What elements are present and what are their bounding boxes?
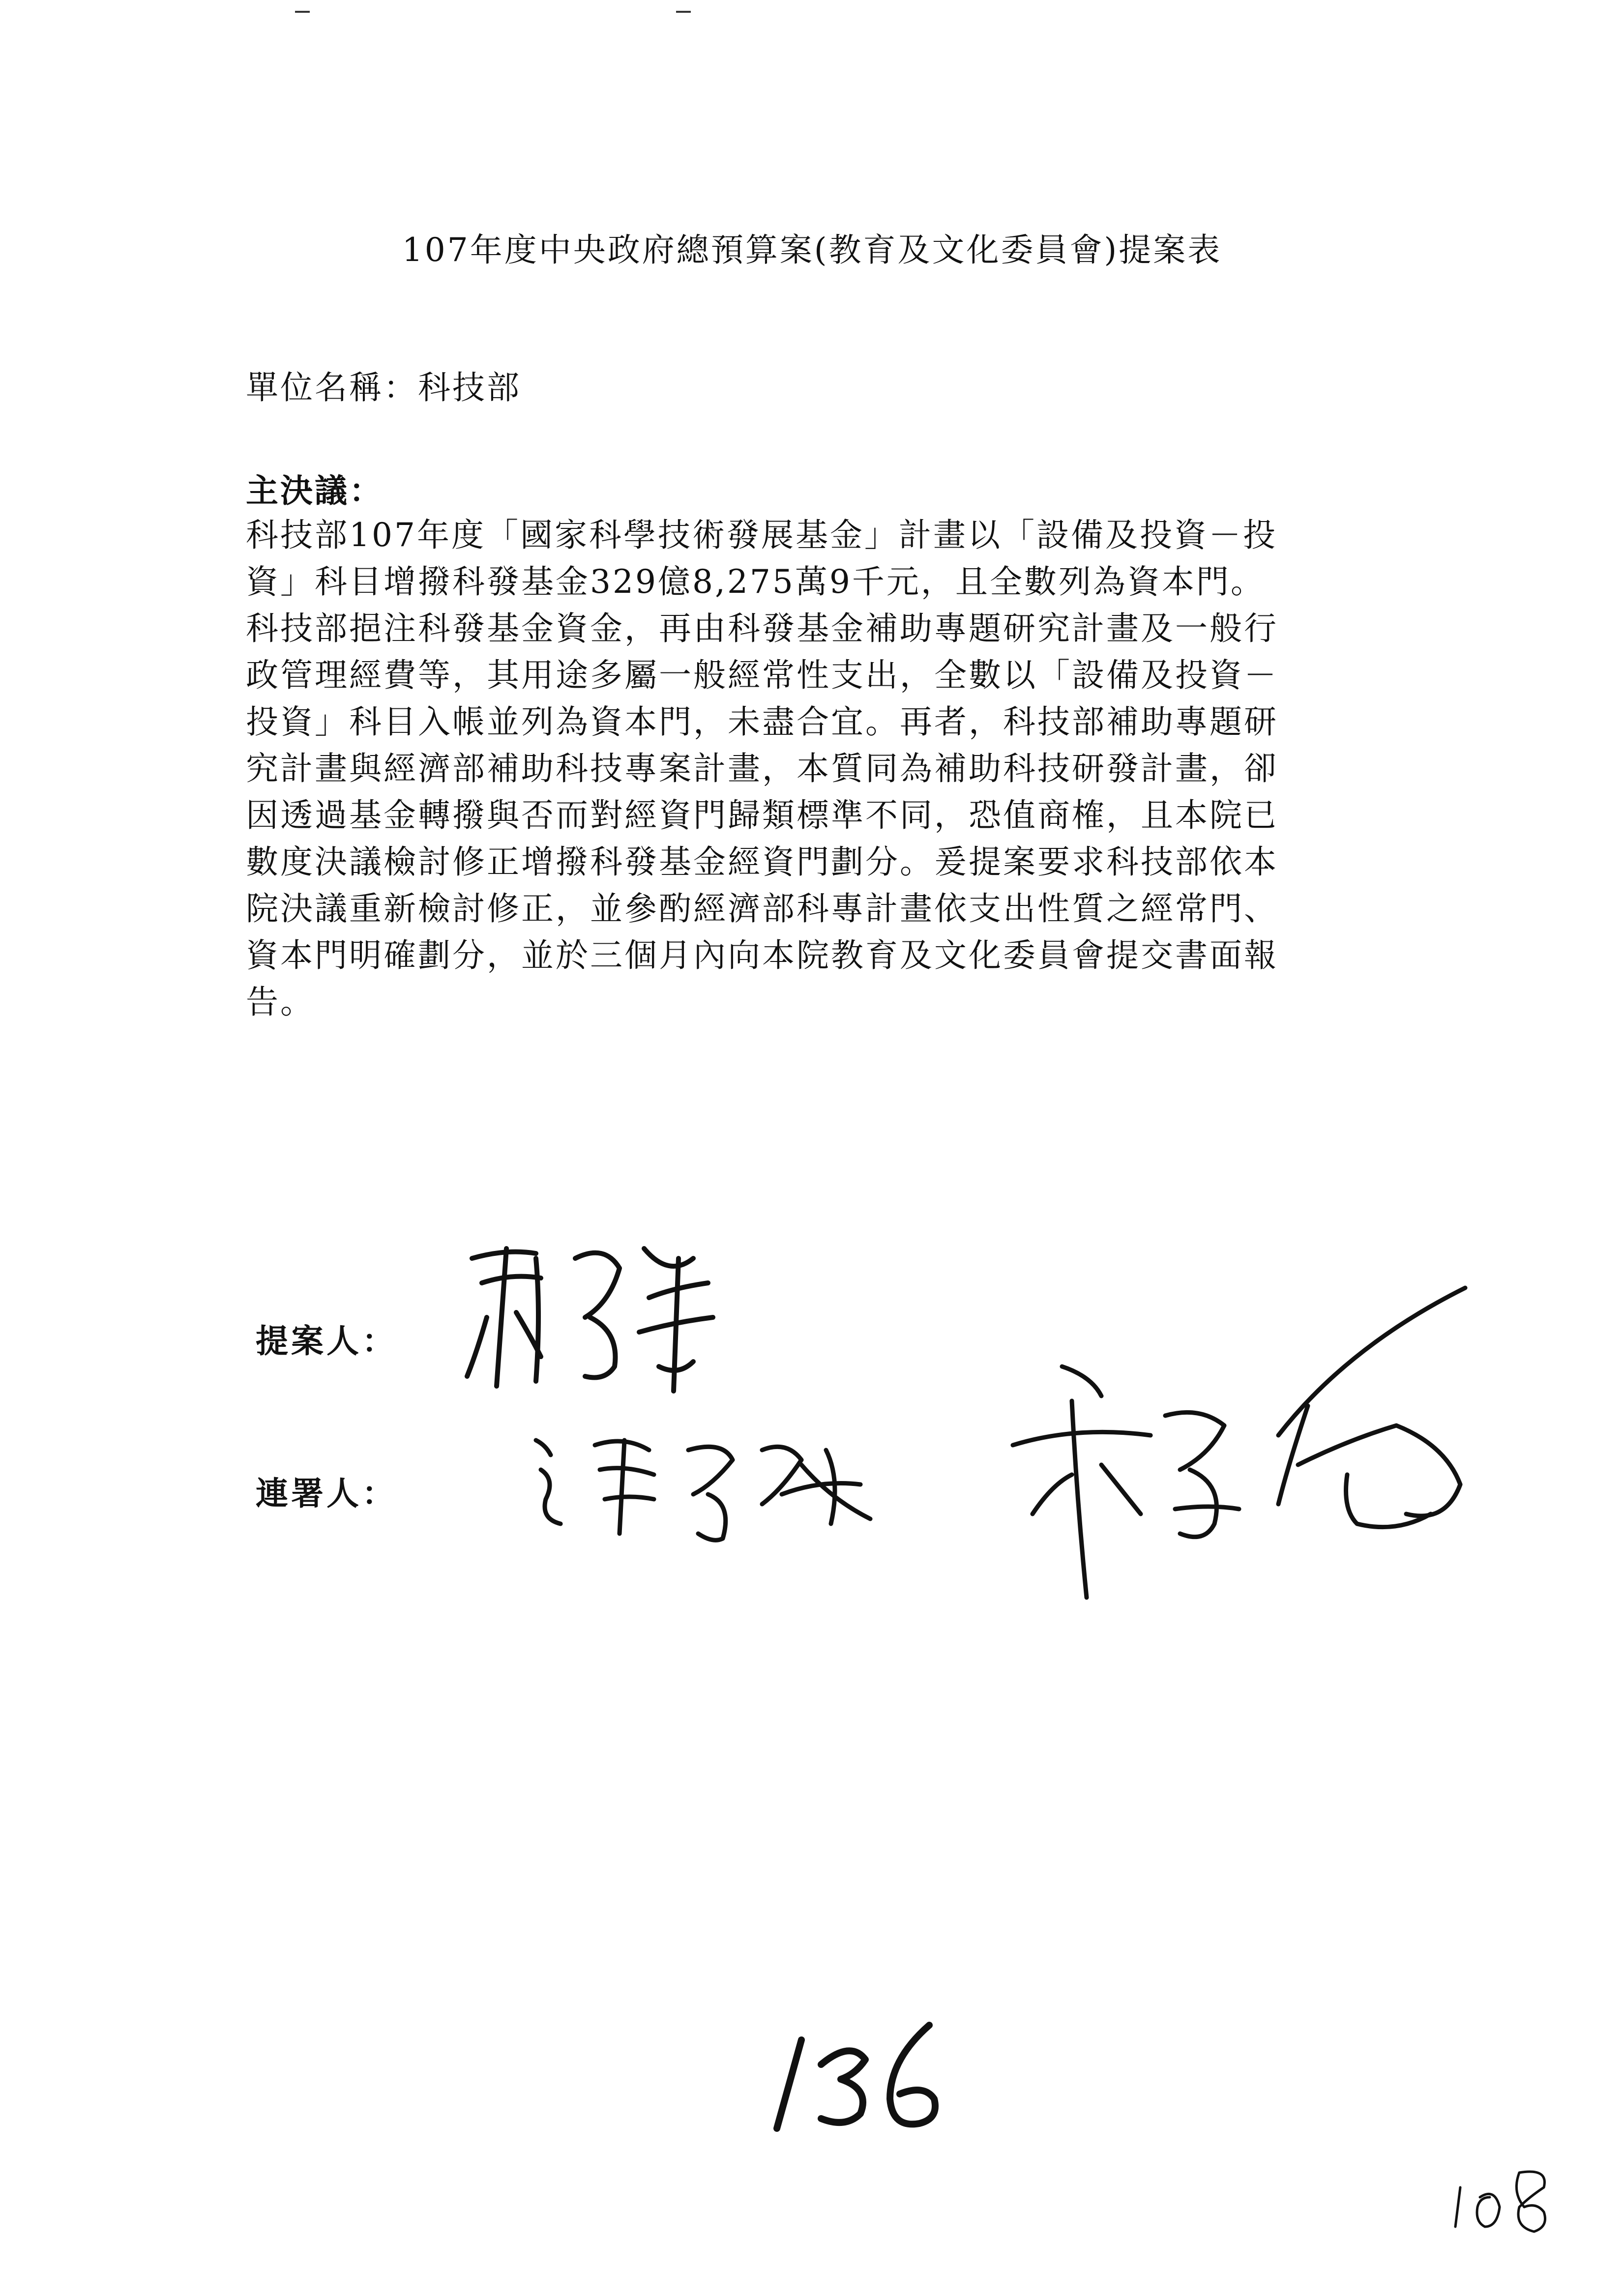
proposer-signature — [462, 1239, 718, 1396]
resolution-line: 資本門明確劃分，並於三個月內向本院教育及文化委員會提交書面報 — [246, 936, 1278, 974]
cosigner-signature — [526, 1421, 880, 1548]
resolution-line: 院決議重新檢討修正，並參酌經濟部科專計畫依支出性質之經常門、 — [246, 890, 1278, 928]
cosigner-label: 連署人： — [256, 1474, 397, 1512]
resolution-line: 政管理經費等，其用途多屬一般經常性支出，全數以「設備及投資－ — [246, 656, 1278, 694]
document-title: 107年度中央政府總預算案(教育及文化委員會)提案表 — [402, 231, 1222, 269]
resolution-line: 告。 — [246, 983, 315, 1021]
resolution-line: 究計畫與經濟部補助科技專案計畫，本質同為補助科技研發計畫，卻 — [246, 750, 1278, 787]
cosigner-signature — [1003, 1278, 1475, 1598]
resolution-line: 投資」科目入帳並列為資本門，未盡合宜。再者，科技部補助專題研 — [246, 703, 1278, 741]
resolution-line: 數度決議檢討修正增撥科發基金經資門劃分。爰提案要求科技部依本 — [246, 843, 1278, 881]
handwritten-page-number — [767, 2020, 974, 2133]
resolution-line: 科技部107年度「國家科學技術發展基金」計畫以「設備及投資－投 — [246, 516, 1277, 554]
proposer-label: 提案人： — [256, 1322, 397, 1360]
resolution-line: 資」科目增撥科發基金329億8,275萬9千元，且全數列為資本門。 — [246, 563, 1265, 601]
scan-mark — [295, 11, 310, 13]
resolution-heading: 主決議： — [246, 471, 384, 510]
handwritten-corner-note — [1446, 2158, 1564, 2246]
resolution-line: 科技部挹注科發基金資金，再由科發基金補助專題研究計畫及一般行 — [246, 610, 1278, 647]
scan-mark — [676, 11, 691, 13]
unit-name-line: 單位名稱：科技部 — [246, 369, 521, 407]
resolution-line: 因透過基金轉撥與否而對經資門歸類標準不同，恐值商榷，且本院已 — [246, 796, 1278, 834]
